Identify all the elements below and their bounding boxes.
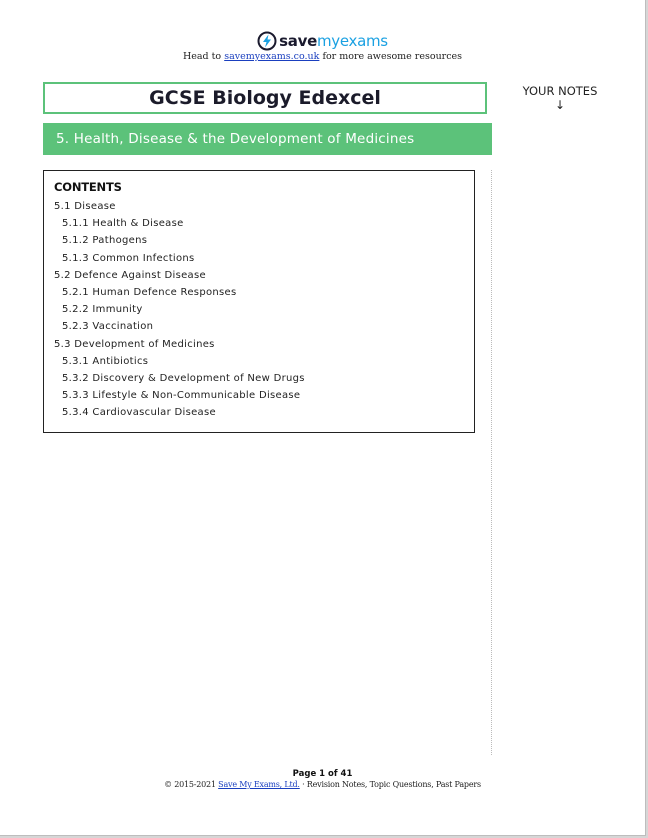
page-number: Page 1 of 41 xyxy=(292,769,353,779)
lightning-bolt-icon xyxy=(257,31,277,51)
your-notes-text: YOUR NOTES xyxy=(522,84,598,98)
arrow-down-icon: ↓ xyxy=(554,98,566,112)
logo-wordmark xyxy=(279,32,388,50)
company-link[interactable]: Save My Exams, Ltd. xyxy=(218,780,300,789)
head-to-prefix: Head to xyxy=(182,51,222,62)
notes-divider xyxy=(491,170,492,755)
toc-item[interactable]: 5.2.2 Immunity xyxy=(62,304,143,316)
toc-item[interactable]: 5.3 Development of Medicines xyxy=(54,338,215,350)
contents-box xyxy=(43,170,475,433)
topic-title: 5. Health, Disease & the Development of Medicines xyxy=(56,131,415,147)
head-to-suffix: for more awesome resources xyxy=(322,51,463,62)
toc-item[interactable]: 5.2.1 Human Defence Responses xyxy=(62,286,237,298)
toc-item[interactable]: 5.2 Defence Against Disease xyxy=(54,269,206,281)
logo-save-text: save xyxy=(279,32,317,50)
toc-item[interactable]: 5.3.1 Antibiotics xyxy=(62,355,149,367)
toc-item[interactable]: 5.1.2 Pathogens xyxy=(62,235,148,247)
toc-item[interactable]: 5.3.4 Cardiovascular Disease xyxy=(62,407,216,419)
document-title-box xyxy=(43,82,487,114)
contents-heading: CONTENTS xyxy=(54,180,122,194)
toc-item[interactable]: 5.1.3 Common Infections xyxy=(62,252,195,264)
toc-item[interactable]: 5.2.3 Vaccination xyxy=(62,321,154,333)
website-link[interactable]: savemyexams.co.uk xyxy=(224,51,320,62)
toc-item[interactable]: 5.1 Disease xyxy=(54,201,116,212)
your-notes-label xyxy=(515,84,605,112)
toc-item[interactable]: 5.3.2 Discovery & Development of New Drugs xyxy=(62,372,305,384)
copyright-line xyxy=(0,780,645,789)
savemyexams-logo[interactable] xyxy=(0,31,645,51)
document-title: GCSE Biology Edexcel xyxy=(149,87,381,109)
logo-my-text: my xyxy=(316,32,340,50)
logo-exams-text: exams xyxy=(339,32,388,50)
table-of-contents xyxy=(54,198,474,421)
toc-item[interactable]: 5.3.3 Lifestyle & Non-Communicable Disease xyxy=(62,390,301,402)
topic-banner xyxy=(43,123,492,155)
copyright-prefix: © 2015-2021 xyxy=(164,780,216,789)
toc-item[interactable]: 5.1.1 Health & Disease xyxy=(62,218,184,230)
copyright-suffix: · Revision Notes, Topic Questions, Past Papers xyxy=(302,780,481,789)
head-to-line xyxy=(0,51,645,62)
